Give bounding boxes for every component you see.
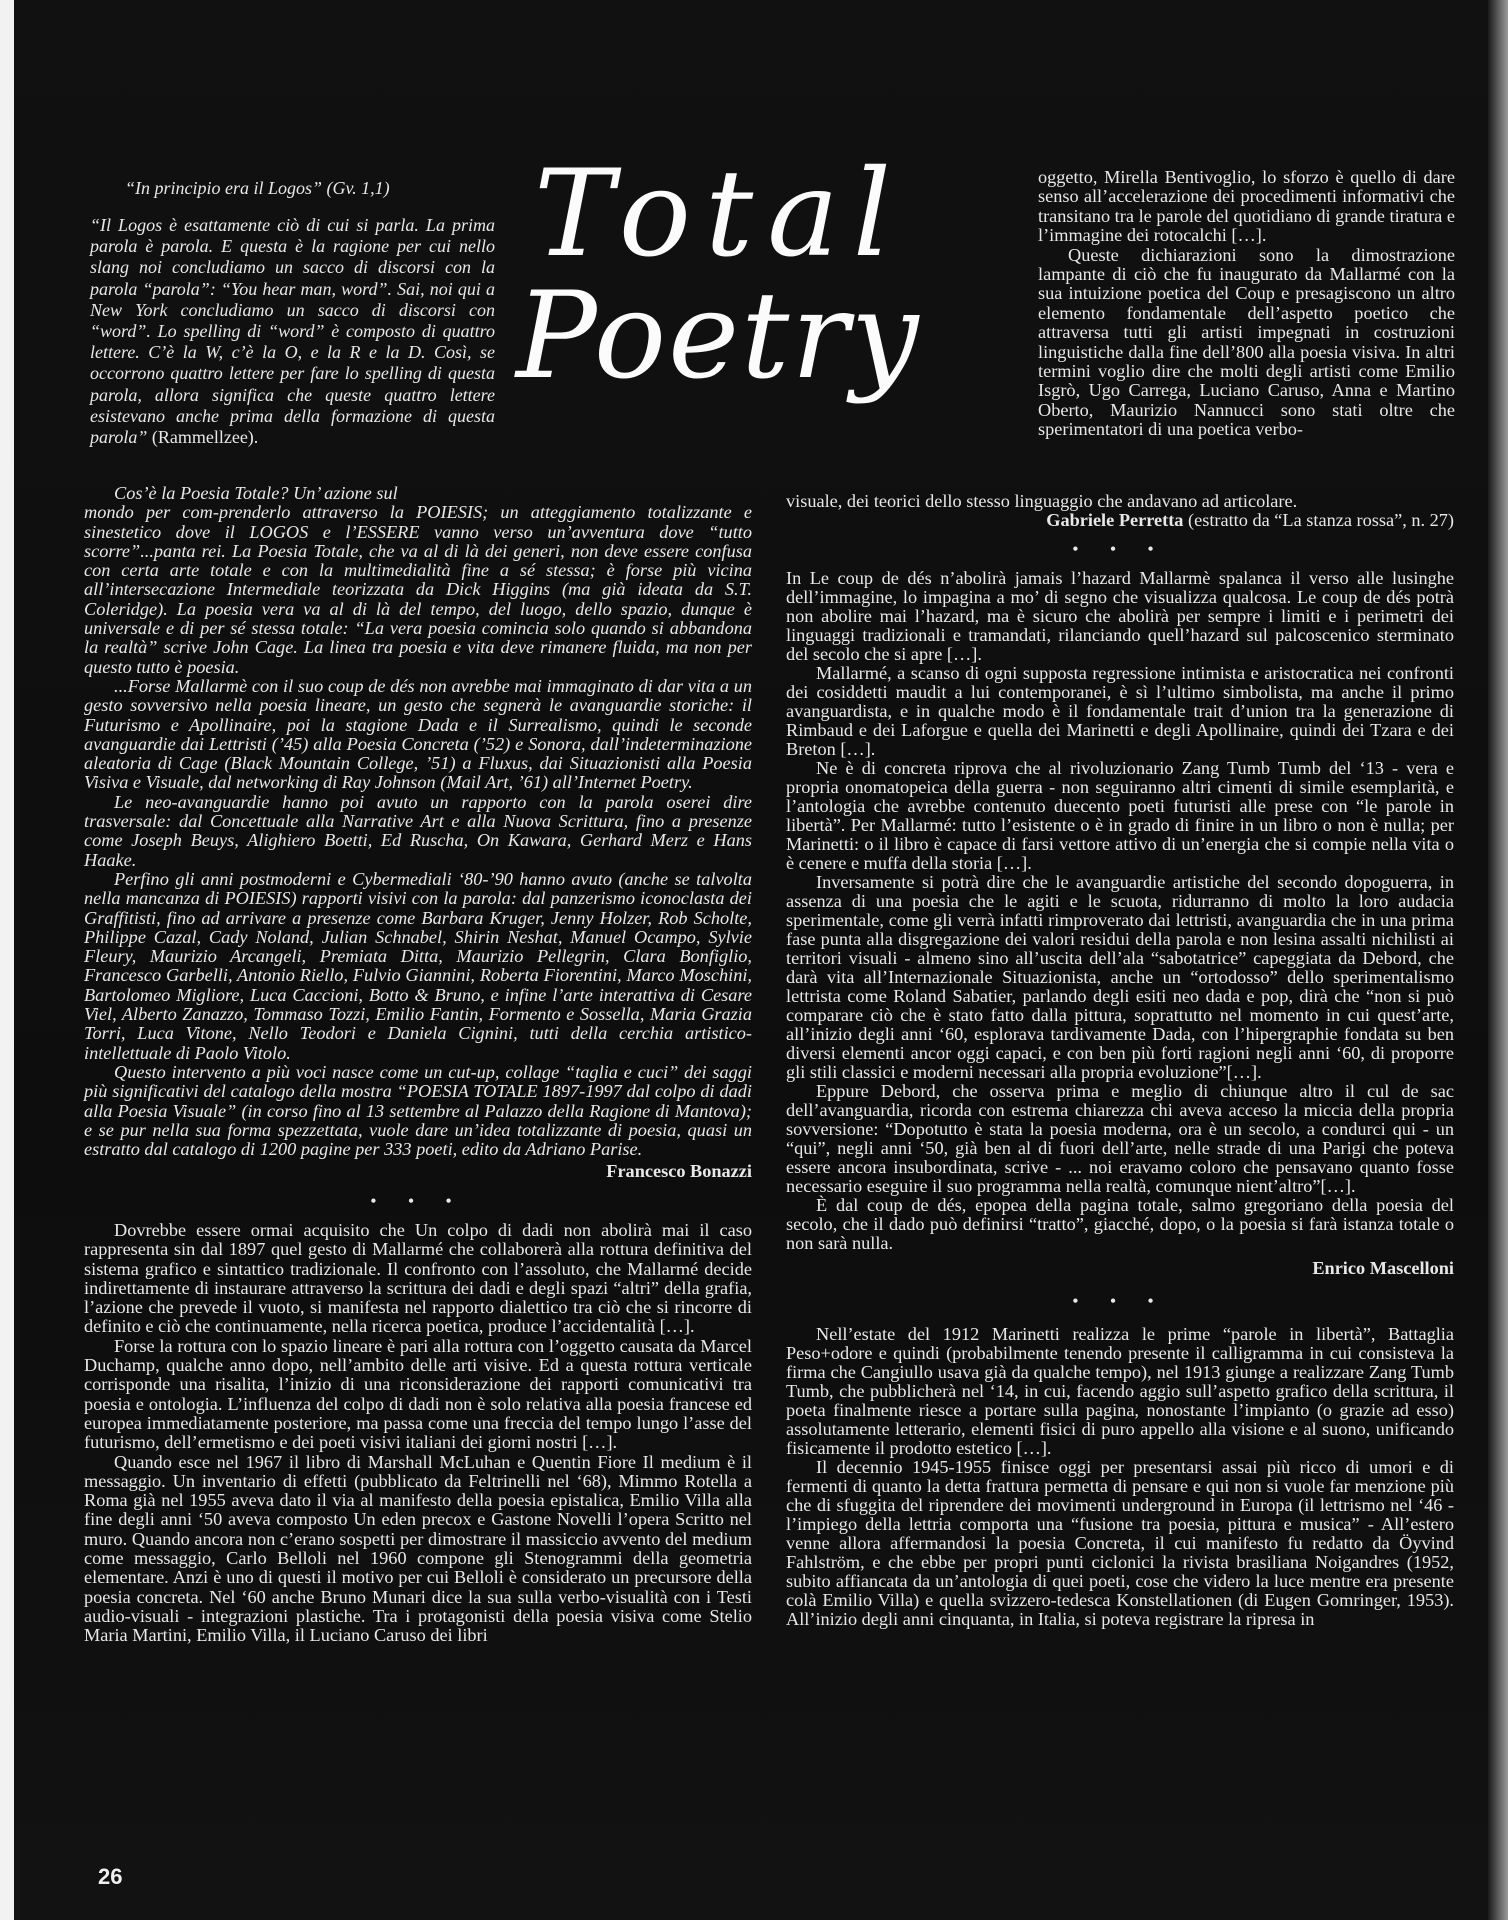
section-separator: • • • bbox=[1072, 1293, 1168, 1310]
bonazzi-lead-line: Cos’è la Poesia Totale? Un’ azione sul bbox=[114, 483, 398, 503]
marinetti-paragraph: Nell’estate del 1912 Marinetti realizza le prime “parole in libertà”, Battaglia Peso+odore e quindi (probabilmente tenendo presente il calligramma in cui consisteva la firma che Cangiullo usava già da qualche tempo), nel 1913 giunge a realizzare Zang Tumb Tumb, che pubblicherà nel ‘14, in cui, facendo aggio sull’aspetto grafico della scrittura, il poeta finalmente riesce a portare sulla pagina, nonostante l’impianto (o grazie ad esso) assolutamente letterario, elementi fisici di puro appello alla visione e al suono, unificando fisicamente il prodotto estetico […]. bbox=[786, 1324, 1454, 1458]
right-column bbox=[786, 492, 1454, 1629]
title-line-1: Total bbox=[534, 145, 906, 284]
mascelloni-paragraph: Inversamente si potrà dire che le avanguardie artistiche del secondo dopoguerra, in assenza di una poesia che le agiti e le scuota, ridurranno di molto la loro audacia sperimentale, come gli verrà infatti rimproverato dai lettristi, avanguardia che in una prima fase punta alla disgregazione dei valori residui della parola e non lesina assalti nichilisti ai territori visuali - almeno sino all’uscita dell’ala “sabotatrice” capeggiata da Debord, che darà vita all’Internazionale Situazionista, anche un “ortodosso” dello sperimentalismo lettrista come Roland Sabatier, parlando degli esiti neo dada e pop, dirà che “non si può comparare ciò che è stato fatto dalla pittura, soprattutto nel momento in cui quest’arte, all’inizio degli anni ‘60, esplorava tardivamente Dada, con l’hipergraphie fondata su ben diversi elementi ancor oggi capaci, e con ben più forti ragioni negli anni ‘60, di proporre gli stili classici e moderni necessari alla propria evoluzione”[…]. bbox=[786, 872, 1454, 1082]
page-edge-right bbox=[1488, 0, 1508, 1920]
perretta-paragraph: oggetto, Mirella Bentivoglio, lo sforzo è quello di dare senso all’accelerazione dei procedimenti informativi che transitano tra le parole del quotidiano di grande tiratura e l’immagine dei rotocalchi […]. bbox=[1038, 167, 1455, 246]
epigraph-quote-text: “Il Logos è esattamente ciò di cui si parla. La prima parola è parola. E questa è la ragione per cui nello slang noi concludiamo un sacco di discorsi con la parola “parola”: “You hear man, word”. Sai, noi qui a New York concludiamo un sacco di discorsi con “word”. Lo spelling di “word” è composto di quattro lettere. C’è la W, c’è la O, e la R e la D. Così, se occorrono quattro lettere per fare lo spelling di questa parola, allora significa che queste quattro lettere esistevano anche prima della formazione di questa parola” bbox=[90, 215, 495, 448]
author-perretta-name: Gabriele Perretta bbox=[1046, 510, 1184, 530]
bonazzi-paragraph: Questo intervento a più voci nasce come un cut-up, collage “taglia e cuci” dei saggi più significativi del catalogo della mostra “POESIA TOTALE 1897-1997 dal colpo di dadi alla Poesia Visuale” (in corso fino al 13 settembre al Palazzo della Ragione di Mantova); e se pur nella sua forma spezzettata, vuole dare un’idea totalizzante di poesia, quasi un estratto dal catalogo di 1200 pagine per 333 poeti, edito da Adriano Parise. bbox=[84, 1061, 752, 1160]
marinetti-paragraph: Il decennio 1945-1955 finisce oggi per presentarsi assai più ricco di umori e di fermenti di quanto la detta frattura permetta di pensare e qui non si vuole far menzione più che di sfuggita del riprendere dei movimenti underground in Europa (il lettrismo nel ‘46 - l’impiego della lettria comporta una “fusione tra poesia, pittura e musica” - All’estero venne allora affermandosi la poesia Concreta, il cui manifesto fu redatto da Öyvind Fahlström, e che ebbe per propri punti ciclonici la rivista brasiliana Noigandres (1952, subito affiancata da un’antologia di quei poeti, cose che videro la luce mentre era presente colà Emilio Villa) e quella svizzero-tedesca Konstellationen (di Eugen Gomringer, 1953). All’inizio degli anni cinquanta, in Italia, si poteva registrare la ripresa in bbox=[786, 1457, 1454, 1629]
epigraph-quote bbox=[90, 215, 495, 448]
mascelloni-paragraph: Ne è di concreta riprova che al rivoluzionario Zang Tumb Tumb del ‘13 - vera e propria onomatopeica della guerra - non seguiranno altri cimenti di simile esemplarità, e l’antologia che avrebbe contenuto duecento poeti futuristi alle prese con “le parole in libertà”. Per Mallarmé: tutto l’esistente o è in grado di finire in un libro o non è nulla; per Marinetti: o il libro è capace di farsi vettore attivo di un’energia che si compie nella vita o è cenere e muffa della storia […]. bbox=[786, 758, 1454, 873]
page-edge-left bbox=[0, 0, 14, 1920]
mascelloni-paragraph: Eppure Debord, che osserva prima e meglio di chiunque altro il cul de sac dell’avanguardia, ricorda con estrema chiarezza chi aveva acceso la miccia della propria sovversione: “Dopotutto è stata la poesia moderna, ora è un secolo, a condurci qui - un “qui”, negli anni ‘50, già ben al di fuori dell’arte, nelle strade di una Parigi che poteva essere ancora insubordinata, scrive - ... noi eravamo coloro che pensavano quanto fosse necessario eseguire il suo programma nella realtà, comunque nient’altro”[…]. bbox=[786, 1081, 1454, 1196]
section-separator: • • • bbox=[370, 1192, 466, 1210]
page-number: 26 bbox=[98, 1864, 123, 1889]
bonazzi-paragraph: mondo per com-prenderlo attraverso la POIESIS; un atteggiamento totalizzante e sinestetico dove il LOGOS e l’ESSERE vanno verso un’avventura dove “tutto scorre”...panta rei. La Poesia Totale, che va al di là dei generi, non deve essere confusa con certa arte totale e con la multimedialità fine a sé stessa; è forse più vicina all’intersecazione Intermediale teorizzata da Dick Higgins (ma già ideata da S.T. Coleridge). La poesia vera va al di là del tempo, del luogo, dello spazio, dunque è universale e di per sé stessa totale: “La vera poesia comincia solo quando si abbandona la realtà” scrive John Cage. La linea tra poesia e vita deve rimanere fluida, ma non per questo tutto è poesia. bbox=[84, 502, 752, 677]
perretta-paragraph: Queste dichiarazioni sono la dimostrazione lampante di ciò che fu inaugurato da Mallarmé con la sua intuizione poetica del Coup e presagiscono un altro elemento fondamentale dell’aspetto poetico che attraversa tutti gli artisti impegnati in costruzioni linguistiche dalla fine dell’800 alla poesia visiva. In altri termini voglio dire che molti degli artisti come Emilio Isgrò, Ugo Carrega, Luciano Caruso, Anna e Martino Oberto, Maurizio Nannucci sono stati oltre che sperimentatori di una poetica verbo- bbox=[1038, 244, 1455, 440]
bonazzi-paragraph: Perfino gli anni postmoderni e Cybermediali ‘80-’90 hanno avuto (anche se talvolta nella mancanza di POIESIS) rapporti visivi con la parola: dal panzerismo iconoclasta dei Graffitisti, fino ad arrivare a presenze come Barbara Kruger, Jenny Holzer, Rob Scholte, Philippe Cazal, Cady Noland, Julian Schnabel, Shirin Neshat, Manuel Ocampo, Sylvie Fleury, Maurizio Arcangeli, Premiata Ditta, Maurizio Pellegrin, Clara Bonfiglio, Francesco Garbelli, Antonio Riello, Fulvio Giannini, Roberta Fiorentini, Marco Moschini, Bartolomeo Migliore, Luca Caccioni, Botto & Bruno, e infine l’arte interattiva di Cesare Viel, Alberto Zanazzo, Tommaso Tozzi, Emilio Fantin, Formento e Sossella, Maria Grazia Torri, Luca Vitone, Nello Teodori e Daniela Cignini, tutti della cerchia artistico-intellettuale di Paolo Vitolo. bbox=[84, 868, 752, 1063]
author-mascelloni: Enrico Mascelloni bbox=[1312, 1258, 1454, 1278]
col1-paragraph: Forse la rottura con lo spazio lineare è pari alla rottura con l’oggetto causata da Marcel Duchamp, qualche anno dopo, nell’ambito delle arti visive. Ed a questa rottura verticale corrisponde una risalita, l’inizio di una riconsiderazione dei rapporti comunicativi tra poesia e ontologia. L’influenza del colpo di dadi non è solo relativa alla poesia francese ed europea immediatamente posteriore, ma passa come una freccia del tempo lungo l’asse del futurismo, dell’ermetismo e dei poeti visivi italiani dei giorni nostri […]. bbox=[84, 1335, 752, 1453]
mascelloni-paragraph: In Le coup de dés n’abolirà jamais l’hazard Mallarmè spalanca il verso alle lusinghe dell’immagine, lo impagina a mo’ di segno che visualizza qualcosa. Le coup de dés potrà non abolire mai l’hazard, ma è sicuro che abolirà per sempre i limiti e i perimetri dei linguaggi tradizionali e tramandati, rilanciando quell’hazard sul palcoscenico sterminato del secolo che si apre […]. bbox=[786, 568, 1454, 664]
epigraph-attribution: (Rammellzee). bbox=[147, 427, 259, 448]
mascelloni-paragraph: È dal coup de dés, epopea della pagina totale, salmo gregoriano della poesia del secolo, che il dado può definirsi “tratto”, giacché, dopo, o la poesia si farà istanza totale o non sarà nulla. bbox=[786, 1195, 1454, 1253]
perretta-paragraph-end: visuale, dei teorici dello stesso linguaggio che andavano ad articolare. bbox=[786, 491, 1298, 511]
magazine-page bbox=[14, 0, 1488, 1920]
mascelloni-paragraph: Mallarmé, a scanso di ogni supposta regressione intimista e aristocratica nei confronti dei cosiddetti maudit a lui contemporanei, è sì l’ultimo simbolista, ma anche il primo avanguardista, e in qualche modo è il fondamentale trait d’union tra la generazione di Rimbaud e dei Laforgue e quella dei Marinetti e degli Apollinaire, quindi dei Tzara e dei Breton […]. bbox=[786, 663, 1454, 759]
perretta-source: (estratto da “La stanza rossa”, n. 27) bbox=[1183, 510, 1454, 530]
section-separator: • • • bbox=[1072, 541, 1168, 558]
author-perretta bbox=[786, 511, 1454, 530]
col1-paragraph: Quando esce nel 1967 il libro di Marshall McLuhan e Quentin Fiore Il medium è il messaggio. Un inventario di effetti (pubblicato da Feltrinelli nel ‘68), Mimmo Rotella a Roma già nel 1955 aveva dato il via al manifesto della poesia epistalica, Emilio Villa alla fine degli anni ‘50 aveva composto Un eden precox e Gastone Novelli l’opera Scritto nel muro. Quando ancora non c’erano sospetti per dimostrare il massiccio avvento del medium come messaggio, Carlo Belloli nel 1960 compone gli Stenogrammi della geometria elementare. Anzi è uno di questi il motivo per cui Belloli è considerato un precursore della poesia concreta. Nel ‘60 anche Bruno Munari dice la sua sulla verbo-visualità con i Testi audio-visuali - integrazioni plastiche. Tra i protagonisti della poesia visiva come Stelio Maria Martini, Emilio Villa, il Luciano Caruso dei libri bbox=[84, 1451, 752, 1646]
bonazzi-paragraph: Le neo-avanguardie hanno poi avuto un rapporto con la parola oserei dire trasversale: dal Concettuale alla Narrative Art e alla Nuova Scrittura, fino a presenze come Joseph Beuys, Alighiero Boetti, Ed Ruscha, On Kawara, Gerhard Merz e Hans Haake. bbox=[84, 791, 752, 870]
perretta-text bbox=[1038, 168, 1455, 440]
article-title bbox=[516, 145, 1036, 406]
author-bonazzi: Francesco Bonazzi bbox=[606, 1161, 752, 1182]
bonazzi-text bbox=[84, 484, 752, 1646]
epigraph-lead: “In principio era il Logos” (Gv. 1,1) bbox=[125, 178, 390, 198]
bonazzi-paragraph: ...Forse Mallarmè con il suo coup de dés non avrebbe mai immaginato di dar vita a un gesto sovversivo nella poesia lineare, un gesto che segnerà le avanguardie storiche: il Futurismo e Apollinaire, poi la stagione Dada e il Surrealismo, quindi le seconde avanguardie dai Lettristi (’45) alla Poesia Concreta (’52) e Sonora, dall’indeterminazione aleatoria di Cage (Black Mountain College, ’51) a Fluxus, dai Situazionisti alla Poesia Visiva e Visuale, dal networking di Ray Johnson (Mail Art, ’61) all’Internet Poetry. bbox=[84, 675, 752, 793]
col1-paragraph: Dovrebbe essere ormai acquisito che Un colpo di dadi non abolirà mai il caso rappresenta sin dal 1897 quel gesto di Mallarmé che collaborerà alla rottura definitiva del sistema grafico e sintattico tradizionale. Il confronto con l’assoluto, che Mallarmé decide indirettamente di instaurare attraverso la scrittura dei dadi e degli spazi “altri” della grafia, l’azione che prevede il vuoto, si manifesta nel rapporto dialettico tra ciò che si rincorre di definito e ciò che continuamente, nella ricerca poetica, produce l’accidentalità […]. bbox=[84, 1219, 752, 1337]
title-line-2: Poetry bbox=[516, 267, 921, 406]
